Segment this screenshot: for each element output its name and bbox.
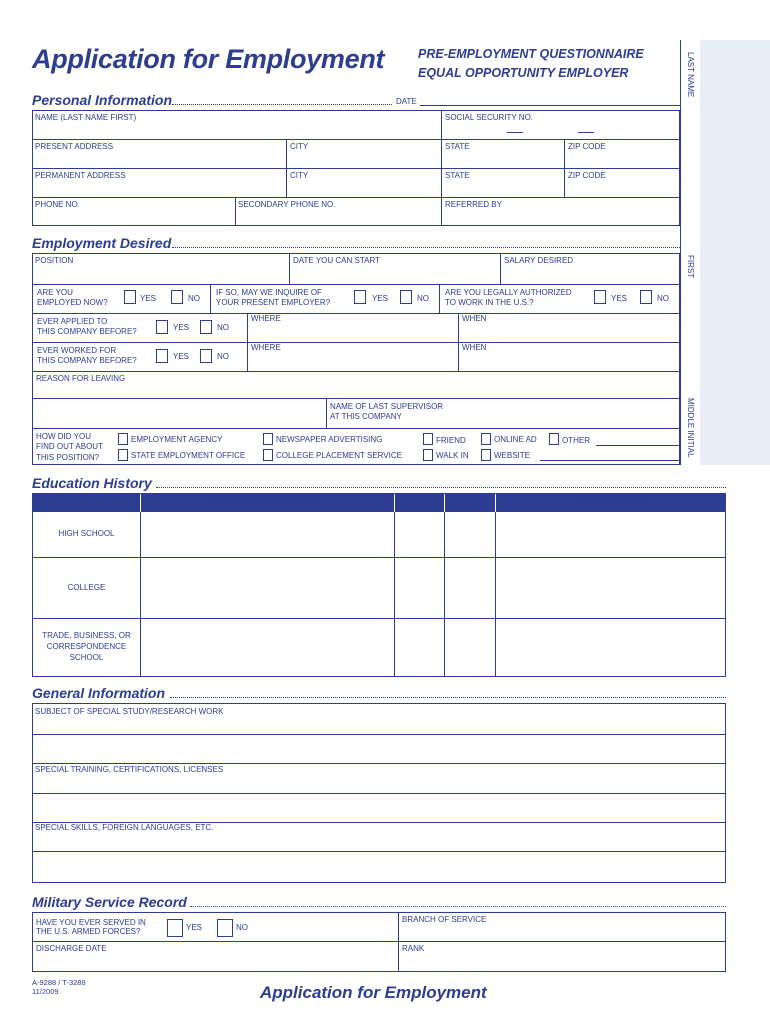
personal-heading-rule [172, 104, 392, 105]
walk-in-label: WALK IN [436, 451, 469, 460]
inquire-label-2: YOUR PRESENT EMPLOYER? [216, 298, 331, 307]
row-trade-1: TRADE, BUSINESS, OR [42, 631, 131, 640]
employed-now-label-2: EMPLOYED NOW? [37, 298, 108, 307]
served-no-label: NO [236, 923, 248, 932]
discharge-date-field[interactable]: DISCHARGE DATE [36, 944, 107, 953]
col-name-header: NAME & LOCATION OF SCHOOL [213, 498, 321, 505]
inquire-label-1: IF SO, MAY WE INQUIRE OF [216, 288, 322, 297]
how-found-label-3: THIS POSITION? [36, 453, 100, 462]
served-label-1: HAVE YOU EVER SERVED IN [36, 918, 146, 927]
form-date-code: 11/2009 [32, 987, 59, 996]
authorized-no-label: NO [657, 294, 669, 303]
how-found-label-2: FIND OUT ABOUT [36, 442, 103, 451]
referred-by-field[interactable]: REFERRED BY [445, 200, 502, 209]
served-yes-label: YES [186, 923, 203, 932]
zip2-field[interactable]: ZIP CODE [568, 171, 606, 180]
employment-heading: Employment Desired [32, 235, 172, 251]
worked-no-checkbox[interactable] [200, 349, 212, 363]
college-placement-checkbox[interactable] [263, 449, 273, 461]
date-line[interactable] [420, 105, 680, 106]
how-found-label-1: HOW DID YOU [36, 432, 91, 441]
state-office-label: STATE EMPLOYMENT OFFICE [131, 451, 246, 460]
served-yes-checkbox[interactable] [167, 919, 183, 937]
employment-heading-rule [172, 247, 680, 248]
friend-checkbox[interactable] [423, 433, 433, 445]
applied-where-field[interactable]: WHERE [251, 314, 281, 323]
form-subtitle-2: EQUAL OPPORTUNITY EMPLOYER [418, 66, 629, 80]
worked-yes-label: YES [173, 352, 190, 361]
applied-yes-label: YES [173, 323, 190, 332]
personal-heading: Personal Information [32, 92, 173, 108]
worked-where-field[interactable]: WHERE [251, 343, 281, 352]
state-field[interactable]: STATE [445, 142, 470, 151]
row-trade-3: SCHOOL [69, 653, 104, 662]
reason-leaving-field[interactable]: REASON FOR LEAVING [36, 374, 126, 383]
employed-now-no-label: NO [188, 294, 200, 303]
website-label: WEBSITE [494, 451, 531, 460]
branch-field[interactable]: BRANCH OF SERVICE [402, 915, 487, 924]
col-grad-header-1: DID YOU [454, 495, 485, 502]
supervisor-label-1: NAME OF LAST SUPERVISOR [330, 402, 444, 411]
form-subtitle-1: PRE-EMPLOYMENT QUESTIONNAIRE [418, 47, 644, 61]
special-skills-field[interactable]: SPECIAL SKILLS, FOREIGN LANGUAGES, ETC. [35, 823, 214, 832]
row-high-school: HIGH SCHOOL [58, 529, 115, 538]
secondary-phone-field[interactable]: SECONDARY PHONE NO. [238, 200, 336, 209]
present-address-field[interactable]: PRESENT ADDRESS [35, 142, 114, 151]
side-tab-shade [700, 40, 770, 465]
supervisor-label-2: AT THIS COMPANY [330, 412, 402, 421]
general-heading: General Information [32, 685, 166, 701]
inquire-yes-label: YES [372, 294, 389, 303]
footer-title: Application for Employment [260, 983, 487, 1002]
military-heading-rule [190, 906, 726, 907]
website-checkbox[interactable] [481, 449, 491, 461]
zip-field[interactable]: ZIP CODE [568, 142, 606, 151]
applied-label-1: EVER APPLIED TO [37, 317, 108, 326]
authorized-label-2: TO WORK IN THE U.S.? [445, 298, 534, 307]
date-label: DATE [396, 97, 417, 106]
worked-label-1: EVER WORKED FOR [37, 346, 117, 355]
form-number: A-9288 / T-3288 [32, 978, 86, 987]
applied-no-checkbox[interactable] [200, 320, 212, 334]
newspaper-label: NEWSPAPER ADVERTISING [276, 435, 383, 444]
authorized-label-1: ARE YOU LEGALLY AUTHORIZED [445, 288, 572, 297]
online-ad-label: ONLINE AD [494, 435, 537, 444]
permanent-address-field[interactable]: PERMANENT ADDRESS [35, 171, 126, 180]
education-heading-rule [156, 487, 726, 488]
state2-field[interactable]: STATE [445, 171, 470, 180]
served-label-2: THE U.S. ARMED FORCES? [36, 927, 141, 936]
city2-field[interactable]: CITY [290, 171, 309, 180]
authorized-no-checkbox[interactable] [640, 290, 652, 304]
state-office-checkbox[interactable] [118, 449, 128, 461]
website-line[interactable] [540, 460, 680, 461]
authorized-yes-checkbox[interactable] [594, 290, 606, 304]
inquire-no-label: NO [417, 294, 429, 303]
authorized-yes-label: YES [611, 294, 628, 303]
side-label-last-name: LAST NAME [686, 52, 695, 98]
agency-checkbox[interactable] [118, 433, 128, 445]
col-years-header-2: ATTENDED [400, 503, 438, 510]
form-title: Application for Employment [32, 44, 385, 74]
position-field[interactable]: POSITION [35, 256, 74, 265]
worked-label-2: THIS COMPANY BEFORE? [37, 356, 137, 365]
inquire-yes-checkbox[interactable] [354, 290, 366, 304]
other-line[interactable] [596, 445, 680, 446]
phone-field[interactable]: PHONE NO. [35, 200, 80, 209]
salary-field[interactable]: SALARY DESIRED [504, 256, 574, 265]
other-label: OTHER [562, 436, 590, 445]
agency-label: EMPLOYMENT AGENCY [131, 435, 223, 444]
side-label-middle-initial: MIDDLE INITIAL [686, 398, 695, 458]
newspaper-checkbox[interactable] [263, 433, 273, 445]
name-field[interactable]: NAME (LAST NAME FIRST) [35, 113, 137, 122]
military-heading: Military Service Record [32, 894, 187, 910]
worked-yes-checkbox[interactable] [156, 349, 168, 363]
col-grad-header-2: GRADUATE [450, 503, 489, 510]
ssn-field[interactable]: SOCIAL SECURITY NO. [445, 113, 534, 122]
online-ad-checkbox[interactable] [481, 433, 491, 445]
side-tab-border [680, 40, 681, 465]
col-subjects-header: SUBJECTS STUDIED [575, 499, 646, 506]
row-trade-2: CORRESPONDENCE [46, 642, 127, 651]
served-no-checkbox[interactable] [217, 919, 233, 937]
college-placement-label: COLLEGE PLACEMENT SERVICE [276, 451, 402, 460]
other-checkbox[interactable] [549, 433, 559, 445]
employed-now-yes-checkbox[interactable] [124, 290, 136, 304]
date-start-field[interactable]: DATE YOU CAN START [293, 256, 380, 265]
education-heading: Education History [32, 475, 152, 491]
employed-now-no-checkbox[interactable] [171, 290, 183, 304]
applied-no-label: NO [217, 323, 229, 332]
side-label-first: FIRST [686, 255, 695, 279]
worked-no-label: NO [217, 352, 229, 361]
row-college: COLLEGE [67, 583, 106, 592]
employed-now-label-1: ARE YOU [37, 288, 73, 297]
employed-now-yes-label: YES [140, 294, 157, 303]
special-training-field[interactable]: SPECIAL TRAINING, CERTIFICATIONS, LICENSES [35, 765, 224, 774]
general-heading-rule [170, 697, 726, 698]
city-field[interactable]: CITY [290, 142, 309, 151]
applied-yes-checkbox[interactable] [156, 320, 168, 334]
applied-when-field[interactable]: WHEN [462, 314, 487, 323]
special-study-field[interactable]: SUBJECT OF SPECIAL STUDY/RESEARCH WORK [35, 707, 224, 716]
col-years-header-1: YEARS [407, 495, 431, 502]
inquire-no-checkbox[interactable] [400, 290, 412, 304]
worked-when-field[interactable]: WHEN [462, 343, 487, 352]
applied-label-2: THIS COMPANY BEFORE? [37, 327, 137, 336]
friend-label: FRIEND [436, 436, 466, 445]
walk-in-checkbox[interactable] [423, 449, 433, 461]
rank-field[interactable]: RANK [402, 944, 425, 953]
